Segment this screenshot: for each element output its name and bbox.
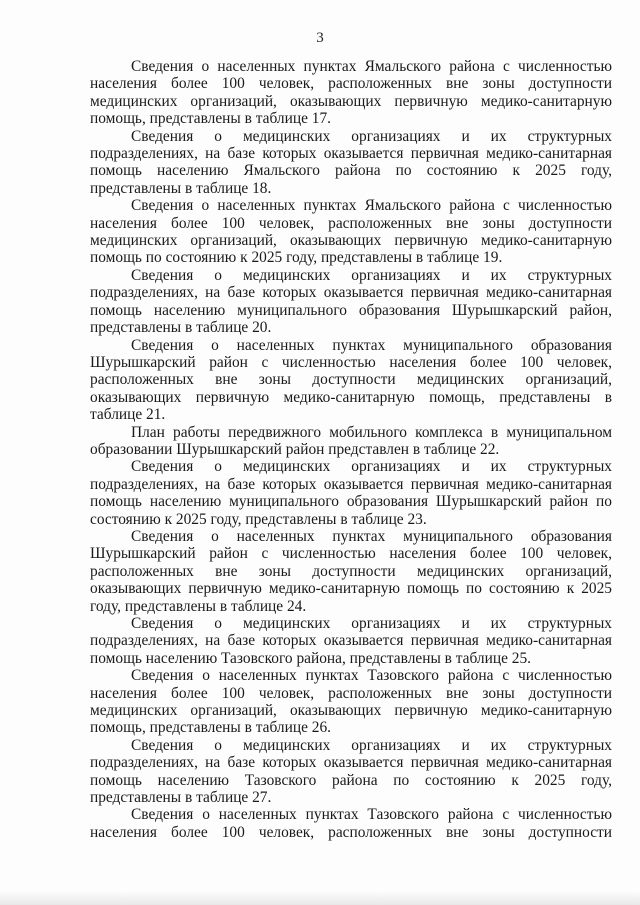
paragraph-6: План работы передвижного мобильного комплекса в муниципальном образовании Шурышкарский район представлен в таблице 22. [90, 423, 612, 458]
paragraph-9: Сведения о медицинских организациях и их структурных подразделениях, на базе которых оказывается первичная медико-санитарная помощь населению Тазовского района, представлены в таблице 25. [90, 615, 612, 667]
paragraph-1: Сведения о населенных пунктах Ямальского района с численностью населения более 100 человек, расположенных вне зоны доступности медицинских организаций, оказывающих первичную медико-санитарную помощь, представлены в таблице 17. [90, 58, 612, 128]
paragraph-8: Сведения о населенных пунктах муниципального образования Шурышкарский район с численностью населения более 100 человек, расположенных вне зоны доступности медицинских организаций, оказывающих первичную медико-санитарную помощь по состоянию к 2025 году, представлены в таблице 24. [90, 527, 612, 615]
paragraph-5: Сведения о населенных пунктах муниципального образования Шурышкарский район с численностью населения более 100 человек, расположенных вне зоны доступности медицинских организаций, оказывающих первичную медико-санитарную помощь, представлены в таблице 21. [90, 336, 612, 424]
scan-edge-shadow [0, 891, 640, 905]
paragraph-7: Сведения о медицинских организациях и их структурных подразделениях, на базе которых оказывается первичная медико-санитарная помощь населению муниципального образования Шурышкарский район по состоянию к 2025 году, представлены в таблице 23. [90, 458, 612, 528]
paragraph-3: Сведения о населенных пунктах Ямальского района с численностью населения более 100 человек, расположенных вне зоны доступности медицинских организаций, оказывающих первичную медико-санитарную помощь по состоянию к 2025 году, представлены в таблице 19. [90, 197, 612, 267]
paragraph-12: Сведения о населенных пунктах Тазовского района с численностью населения более 100 человек, расположенных вне зоны доступности [90, 806, 612, 841]
body-text [90, 58, 612, 841]
paragraph-2: Сведения о медицинских организациях и их структурных подразделениях, на базе которых оказывается первичная медико-санитарная помощь населению Ямальского района по состоянию к 2025 году, представлены в таблице 18. [90, 127, 612, 197]
page-number: 3 [316, 30, 324, 46]
paragraph-10: Сведения о населенных пунктах Тазовского района с численностью населения более 100 человек, расположенных вне зоны доступности медицинских организаций, оказывающих первичную медико-санитарную помощь, представлены в таблице 26. [90, 667, 612, 737]
paragraph-4: Сведения о медицинских организациях и их структурных подразделениях, на базе которых оказывается первичная медико-санитарная помощь населению муниципального образования Шурышкарский район, представлены в таблице 20. [90, 266, 612, 337]
paragraph-11: Сведения о медицинских организациях и их структурных подразделениях, на базе которых оказывается первичная медико-санитарная помощь населению Тазовского района по состоянию к 2025 году, представлены в таблице 27. [90, 736, 612, 807]
